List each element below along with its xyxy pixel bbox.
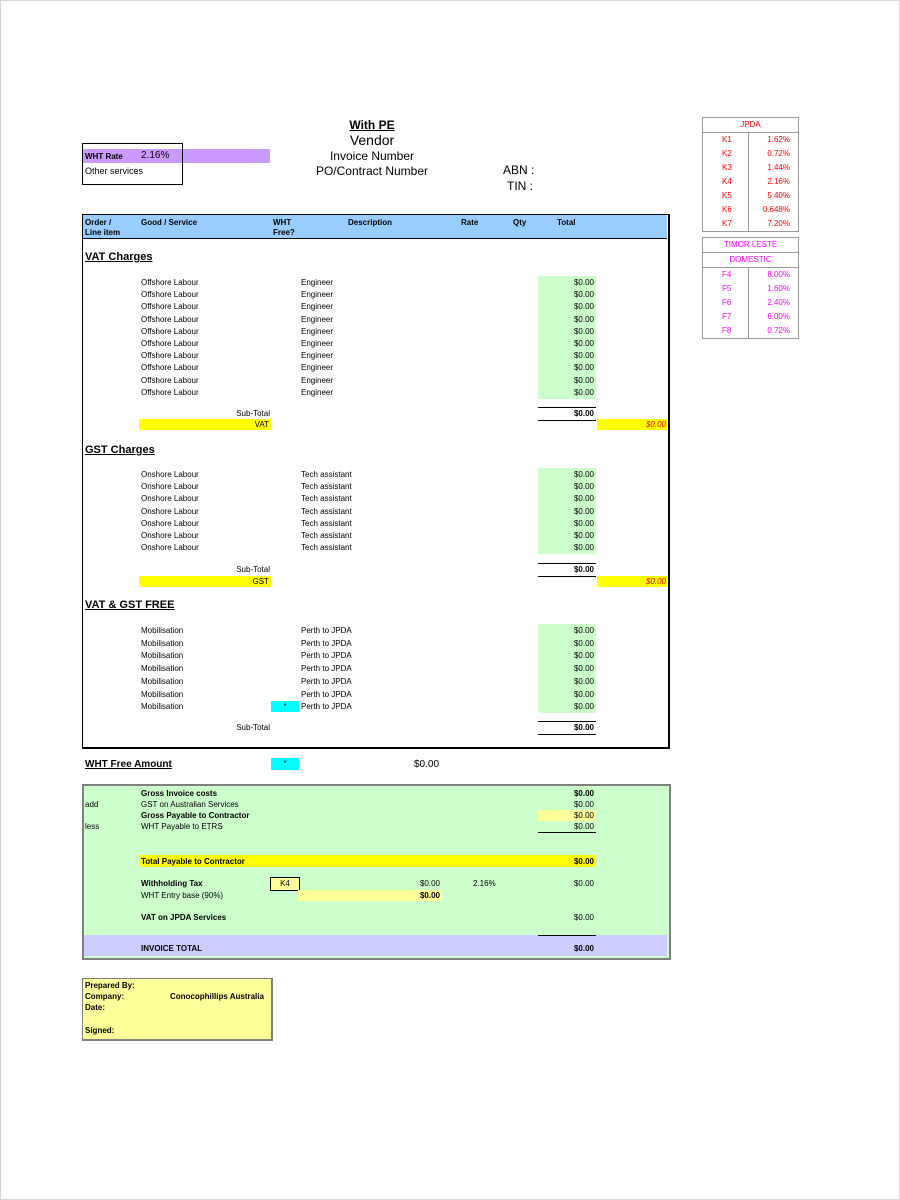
- less-label: less: [85, 822, 100, 831]
- withholding-code-select[interactable]: K4: [270, 877, 300, 891]
- rate-row: [703, 133, 798, 147]
- free-subtotal-label: Sub-Total: [236, 723, 270, 732]
- jpda-rows: [703, 133, 798, 231]
- rate-value: 6.00%: [767, 312, 790, 321]
- line-item-total: $0.00: [573, 702, 594, 712]
- free-subtotal-line: [538, 721, 596, 722]
- line-item-description: Tech assistant: [301, 506, 352, 516]
- prepared-by-label: Prepared By:: [85, 981, 135, 990]
- gross-invoice-label: Gross Invoice costs: [141, 789, 218, 798]
- vendor-label: Vendor: [349, 132, 395, 148]
- wht-etrs-underline: [538, 832, 596, 833]
- timor-rows: [703, 268, 798, 338]
- line-item-good: Offshore Labour: [141, 290, 199, 300]
- line-item-total: $0.00: [573, 543, 594, 553]
- col-line-item: Line item: [85, 228, 121, 237]
- col-free: Free?: [273, 228, 295, 237]
- col-total: Total: [557, 218, 576, 227]
- line-item-good: Offshore Labour: [141, 326, 199, 336]
- vat-subtotal-underline: [538, 420, 596, 421]
- gst-subtotal-value: $0.00: [573, 565, 594, 574]
- add-label: add: [85, 800, 99, 809]
- rate-value: 2.40%: [767, 298, 790, 307]
- line-item-description: Engineer: [301, 314, 334, 324]
- vat-jpda-value: $0.00: [573, 913, 594, 922]
- gst-subtotal-line: [538, 563, 596, 564]
- line-item-description: Perth to JPDA: [301, 702, 352, 712]
- with-pe-title: With PE: [349, 118, 395, 132]
- col-description: Description: [348, 218, 393, 227]
- withholding-total: $0.00: [573, 879, 594, 888]
- abn-label: ABN :: [503, 163, 535, 177]
- line-item-total: $0.00: [573, 664, 594, 674]
- line-item-description: Tech assistant: [301, 494, 352, 504]
- line-item-good: Mobilisation: [141, 638, 184, 648]
- line-item-good: Onshore Labour: [141, 543, 199, 553]
- line-item-description: Engineer: [301, 363, 334, 373]
- rate-code: K6: [703, 203, 749, 217]
- line-item-good: Offshore Labour: [141, 302, 199, 312]
- line-item-description: Perth to JPDA: [301, 689, 352, 699]
- line-item-total: $0.00: [573, 482, 594, 492]
- line-item-description: Engineer: [301, 339, 334, 348]
- rate-row: [703, 310, 798, 324]
- timor-title: TIMOR LESTE: [703, 238, 798, 253]
- po-contract-label: PO/Contract Number: [315, 164, 429, 178]
- line-item-total: $0.00: [573, 626, 594, 635]
- gst-heading: GST Charges: [85, 444, 155, 456]
- rate-code: K7: [703, 217, 749, 231]
- line-item-total: $0.00: [573, 470, 594, 479]
- gst-tax-value: $0.00: [645, 577, 666, 586]
- withholding-rate: 2.16%: [473, 879, 496, 888]
- rate-value: 1.44%: [767, 163, 790, 172]
- line-item-description: Engineer: [301, 302, 334, 312]
- line-item-good: Mobilisation: [141, 664, 184, 674]
- vat-jpda-label: VAT on JPDA Services: [141, 913, 227, 922]
- col-good-service: Good / Service: [141, 218, 198, 227]
- withholding-amount: $0.00: [419, 879, 440, 888]
- rate-value: 8.00%: [767, 270, 790, 279]
- line-item-total: $0.00: [573, 339, 594, 348]
- line-item-good: Onshore Labour: [141, 506, 199, 516]
- other-services-label: Other services: [85, 166, 144, 176]
- line-item-total: $0.00: [573, 506, 594, 516]
- wht-free-label: WHT Free Amount: [85, 759, 172, 770]
- date-label: Date:: [85, 1003, 106, 1012]
- wht-entry-label: WHT Entry base (90%): [141, 891, 224, 900]
- line-item-description: Engineer: [301, 387, 334, 397]
- tin-label: TIN :: [507, 179, 533, 193]
- line-item-good: Offshore Labour: [141, 278, 199, 287]
- line-item-total: $0.00: [573, 375, 594, 385]
- line-item-total: $0.00: [573, 290, 594, 300]
- gross-payable-label: Gross Payable to Contractor: [141, 811, 250, 820]
- rate-row: [703, 189, 798, 203]
- rate-row: [703, 175, 798, 189]
- vat-heading: VAT Charges: [85, 251, 153, 263]
- rate-value: 5.40%: [767, 191, 790, 200]
- line-item-total: $0.00: [573, 518, 594, 528]
- line-item-total: $0.00: [573, 278, 594, 287]
- line-item-description: Perth to JPDA: [301, 664, 352, 674]
- line-item-total: $0.00: [573, 676, 594, 686]
- wht-rate-value: 2.16%: [141, 150, 170, 161]
- rate-code: K3: [703, 161, 749, 175]
- invoice-total-label: INVOICE TOTAL: [141, 944, 203, 953]
- rate-value: 0.72%: [767, 326, 790, 335]
- vat-subtotal-label: Sub-Total: [236, 409, 270, 418]
- rate-value: 1.60%: [767, 284, 790, 293]
- line-item-total: $0.00: [573, 638, 594, 648]
- line-item-total: $0.00: [573, 314, 594, 324]
- rate-row: [703, 217, 798, 231]
- col-qty: Qty: [513, 218, 527, 227]
- line-item-total: $0.00: [573, 302, 594, 312]
- line-item-good: Offshore Labour: [141, 363, 199, 373]
- signed-label: Signed:: [85, 1026, 115, 1035]
- line-item-description: Perth to JPDA: [301, 651, 352, 661]
- total-payable-value: $0.00: [573, 857, 594, 866]
- line-item-good: Mobilisation: [141, 626, 184, 635]
- vat-subtotal-line: [538, 407, 596, 408]
- rate-value: 7.20%: [767, 219, 790, 228]
- invoice-total-line: [538, 935, 596, 936]
- line-item-good: Offshore Labour: [141, 351, 199, 361]
- rate-row: [703, 147, 798, 161]
- line-item-description: Tech assistant: [301, 531, 352, 540]
- line-item-description: Perth to JPDA: [301, 638, 352, 648]
- line-item-good: Onshore Labour: [141, 482, 199, 492]
- line-item-description: Perth to JPDA: [301, 626, 352, 635]
- wht-rate-label: WHT Rate: [85, 152, 123, 161]
- line-item-good: Offshore Labour: [141, 314, 199, 324]
- line-item-good: Mobilisation: [141, 689, 184, 699]
- wht-free-flag[interactable]: *: [271, 758, 299, 770]
- jpda-rates-table: [702, 117, 799, 232]
- vat-subtotal-value: $0.00: [573, 409, 594, 418]
- timor-subtitle: DOMESTIC: [703, 253, 798, 268]
- invoice-number-label: Invoice Number: [329, 149, 415, 163]
- rate-code: K1: [703, 133, 749, 147]
- line-item-description: Tech assistant: [301, 470, 352, 479]
- gross-payable-value: $0.00: [573, 811, 594, 820]
- rate-code: F7: [703, 310, 749, 324]
- wht-etrs-label: WHT Payable to ETRS: [141, 822, 223, 831]
- rate-row: [703, 203, 798, 217]
- free-subtotal-value: $0.00: [573, 723, 594, 732]
- line-item-description: Tech assistant: [301, 518, 352, 528]
- company-label: Company:: [85, 992, 125, 1001]
- line-item-description: Tech assistant: [301, 543, 352, 553]
- line-item-good: Mobilisation: [141, 702, 184, 712]
- vat-tax-value: $0.00: [645, 420, 666, 429]
- rate-code: F5: [703, 282, 749, 296]
- line-item-description: Perth to JPDA: [301, 676, 352, 686]
- line-item-total: $0.00: [573, 363, 594, 373]
- rate-row: [703, 268, 798, 282]
- wht-entry-value: $0.00: [419, 891, 440, 900]
- gst-australian-value: $0.00: [573, 800, 594, 809]
- rate-code: F4: [703, 268, 749, 282]
- rate-row: [703, 324, 798, 338]
- line-item-good: Offshore Labour: [141, 375, 199, 385]
- invoice-total-value: $0.00: [573, 944, 594, 953]
- jpda-title: JPDA: [703, 118, 798, 133]
- gst-subtotal-label: Sub-Total: [236, 565, 270, 574]
- line-item-total: $0.00: [573, 326, 594, 336]
- rate-code: K4: [703, 175, 749, 189]
- vat-tax-label: VAT: [254, 420, 269, 429]
- rate-value: 0.648%: [762, 205, 790, 214]
- line-item-description: Engineer: [301, 326, 334, 336]
- rate-value: 1.62%: [767, 135, 790, 144]
- gst-subtotal-underline: [538, 576, 596, 577]
- rate-value: 2.16%: [767, 177, 790, 186]
- line-item-total: $0.00: [573, 387, 594, 397]
- line-item-description: Engineer: [301, 278, 334, 287]
- line-item-total: $0.00: [573, 651, 594, 661]
- rate-code: K5: [703, 189, 749, 203]
- line-item-good: Mobilisation: [141, 676, 184, 686]
- line-item-good: Mobilisation: [141, 651, 184, 661]
- rate-row: [703, 282, 798, 296]
- col-wht: WHT: [273, 218, 292, 227]
- line-item-description: Tech assistant: [301, 482, 352, 492]
- rate-value: 0.72%: [767, 149, 790, 158]
- line-item-good: Offshore Labour: [141, 339, 199, 348]
- line-item-total: $0.00: [573, 689, 594, 699]
- timor-rates-table: [702, 237, 799, 339]
- line-item-good: Onshore Labour: [141, 518, 199, 528]
- line-item-total: $0.00: [573, 351, 594, 361]
- gst-tax-label: GST: [252, 577, 269, 586]
- withholding-tax-label: Withholding Tax: [141, 879, 203, 888]
- line-item-good: Onshore Labour: [141, 494, 199, 504]
- wht-etrs-value: $0.00: [573, 822, 594, 831]
- rate-row: [703, 161, 798, 175]
- free-subtotal-underline: [538, 734, 596, 735]
- line-item-description: Engineer: [301, 351, 334, 361]
- col-order: Order /: [85, 218, 112, 227]
- rate-code: F6: [703, 296, 749, 310]
- line-item-description: Engineer: [301, 290, 334, 300]
- total-payable-label: Total Payable to Contractor: [141, 857, 245, 866]
- line-item-good: Onshore Labour: [141, 531, 199, 540]
- rate-row: [703, 296, 798, 310]
- gst-australian-label: GST on Australian Services: [141, 800, 239, 809]
- company-value: Conocophillips Australia: [170, 992, 264, 1001]
- gross-invoice-value: $0.00: [573, 789, 594, 798]
- wht-free-cell[interactable]: *: [271, 701, 299, 712]
- line-item-description: Engineer: [301, 375, 334, 385]
- col-rate: Rate: [461, 218, 479, 227]
- wht-free-amount: $0.00: [414, 759, 440, 770]
- line-item-good: Onshore Labour: [141, 470, 199, 479]
- line-item-total: $0.00: [573, 531, 594, 540]
- line-item-total: $0.00: [573, 494, 594, 504]
- line-item-good: Offshore Labour: [141, 387, 199, 397]
- free-heading: VAT & GST FREE: [85, 599, 175, 611]
- rate-code: K2: [703, 147, 749, 161]
- rate-code: F8: [703, 324, 749, 338]
